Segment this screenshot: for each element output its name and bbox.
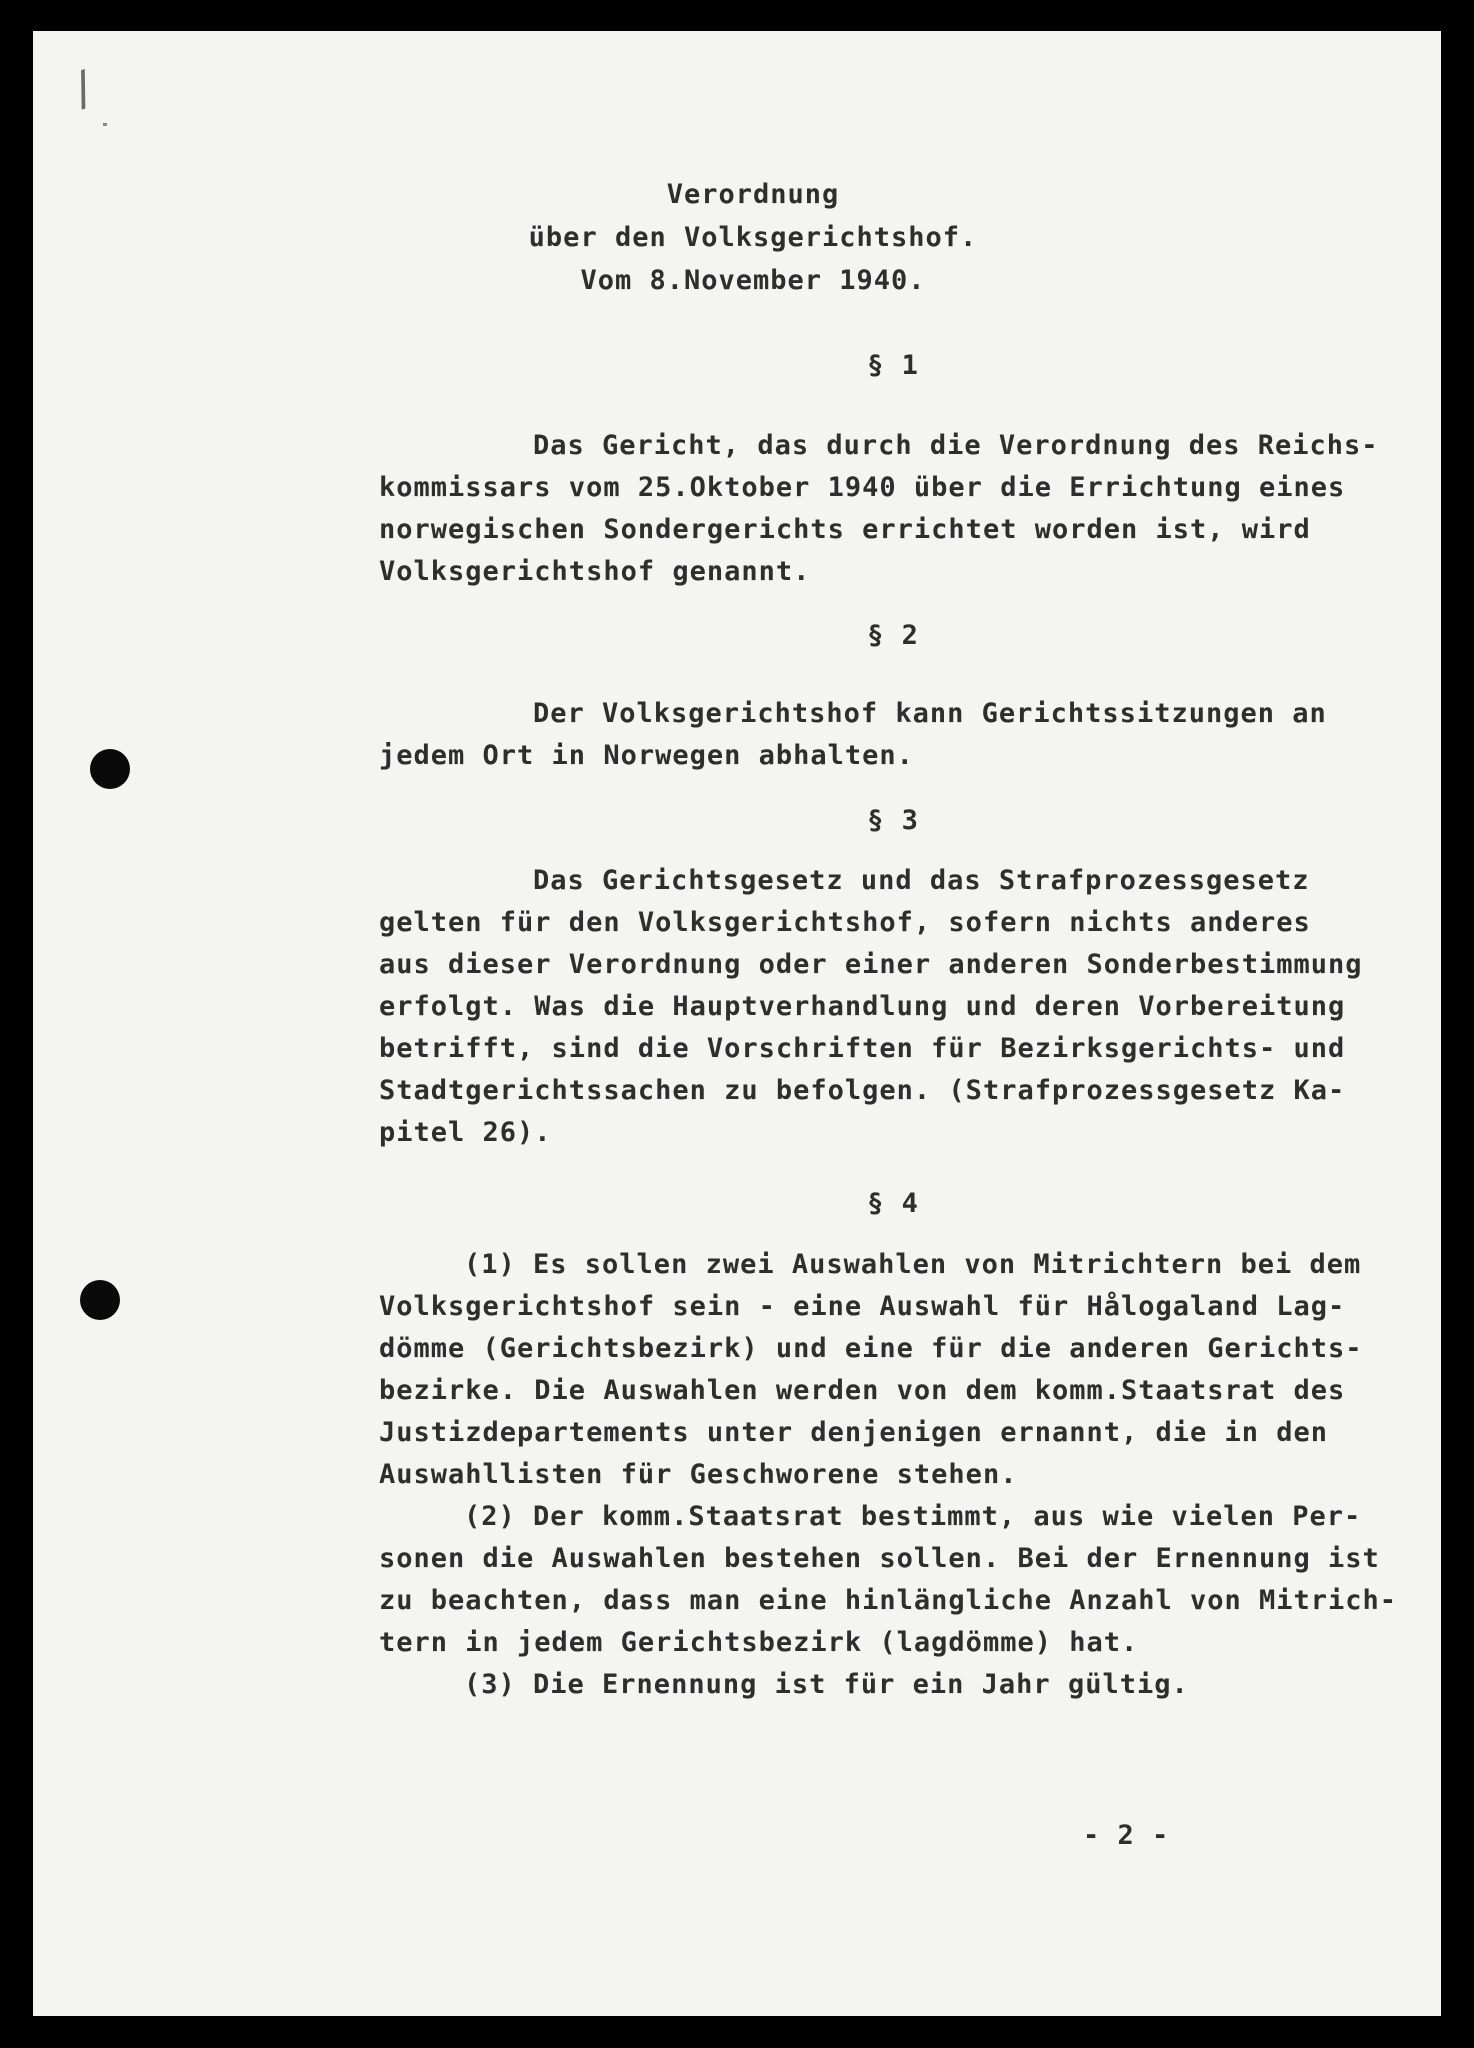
paragraph-line: jedem Ort in Norwegen abhalten.: [379, 740, 914, 771]
paragraph-line: Das Gerichtsgesetz und das Strafprozessgesetz: [533, 865, 1310, 896]
paragraph-line: Justizdepartements unter denjenigen ernannt, die in den: [379, 1417, 1329, 1448]
paragraph-line: erfolgt. Was die Hauptverhandlung und deren Vorbereitung: [379, 991, 1346, 1022]
paragraph-line: Auswahllisten für Geschworene stehen.: [379, 1459, 1018, 1490]
paragraph-line: bezirke. Die Auswahlen werden von dem komm.Staatsrat des: [379, 1375, 1346, 1406]
title-line-1: Verordnung: [666, 179, 840, 210]
section-heading-1: § 1: [867, 350, 919, 381]
paragraph-line: betrifft, sind die Vorschriften für Bezirksgerichts- und: [379, 1033, 1346, 1064]
paragraph-line: gelten für den Volksgerichtshof, sofern nichts anderes: [379, 907, 1311, 938]
section-heading-2: § 2: [867, 620, 919, 651]
paragraph-line: tern in jedem Gerichtsbezirk (lagdömme) hat.: [379, 1627, 1139, 1658]
paragraph-line: pitel 26).: [379, 1117, 552, 1148]
section-heading-4: § 4: [867, 1188, 919, 1219]
section-heading-3: § 3: [867, 805, 919, 836]
document-page: [33, 31, 1441, 2016]
paragraph-line: Der Volksgerichtshof kann Gerichtssitzungen an: [533, 698, 1327, 729]
page-number: - 2 -: [1083, 1820, 1170, 1851]
paragraph-line: Stadtgerichtssachen zu befolgen. (Strafprozessgesetz Ka-: [379, 1075, 1346, 1106]
paragraph-line: (2) Der komm.Staatsrat bestimmt, aus wie vielen Per-: [464, 1501, 1362, 1532]
paragraph-line: Volksgerichtshof sein - eine Auswahl für Hålogaland Lag-: [379, 1291, 1346, 1322]
title-line-2: über den Volksgerichtshof.: [528, 222, 978, 253]
paragraph-line: (3) Die Ernennung ist für ein Jahr gültig.: [464, 1669, 1189, 1700]
paragraph-line: sonen die Auswahlen bestehen sollen. Bei der Ernennung ist: [379, 1543, 1380, 1574]
paragraph-line: aus dieser Verordnung oder einer anderen Sonderbestimmung: [379, 949, 1363, 980]
paragraph-line: Volksgerichtshof genannt.: [379, 556, 811, 587]
punch-hole-bottom: [80, 1280, 120, 1320]
title-line-3: Vom 8.November 1940.: [580, 265, 926, 296]
pencil-mark: /: [67, 59, 99, 117]
paragraph-line: Das Gericht, das durch die Verordnung des Reichs-: [533, 430, 1379, 461]
paragraph-line: kommissars vom 25.Oktober 1940 über die Errichtung eines: [379, 472, 1346, 503]
ink-speck: [103, 123, 107, 126]
punch-hole-top: [90, 749, 130, 789]
paragraph-line: dömme (Gerichtsbezirk) und eine für die anderen Gerichts-: [379, 1333, 1363, 1364]
paragraph-line: norwegischen Sondergerichts errichtet worden ist, wird: [379, 514, 1311, 545]
paragraph-line: zu beachten, dass man eine hinlängliche Anzahl von Mitrich-: [379, 1585, 1398, 1616]
paragraph-line: (1) Es sollen zwei Auswahlen von Mitrichtern bei dem: [464, 1249, 1362, 1280]
